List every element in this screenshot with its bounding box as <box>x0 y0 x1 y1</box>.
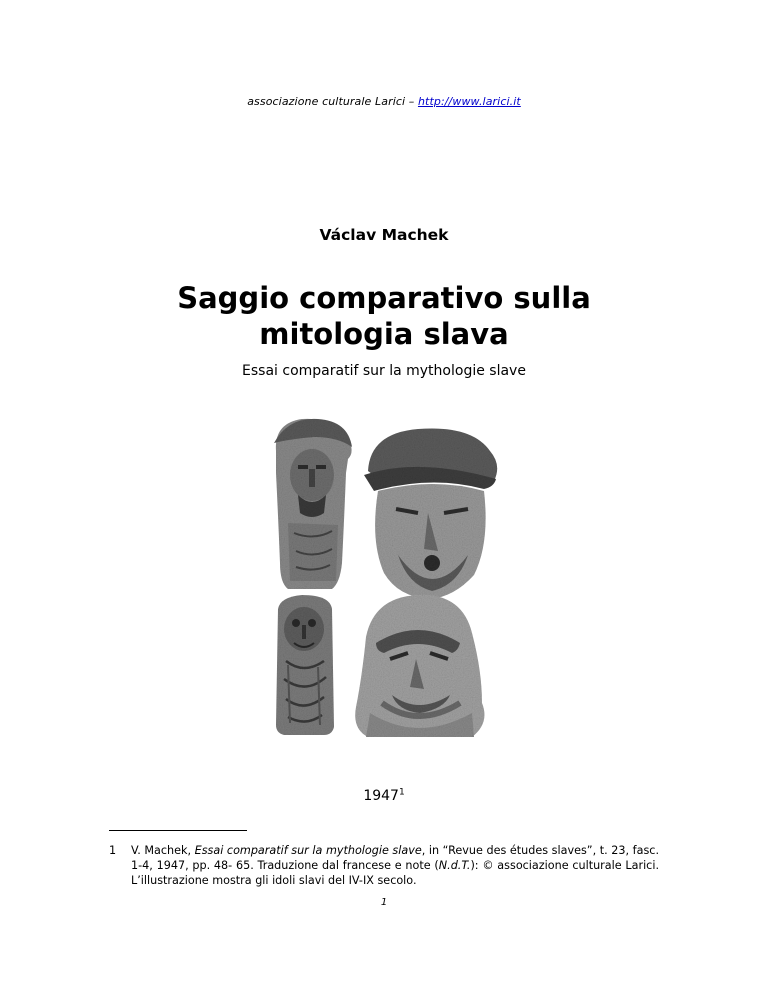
footnote-number: 1 <box>109 844 117 857</box>
idol-top-right <box>364 428 497 599</box>
author-name: Václav Machek <box>319 226 449 244</box>
document-subtitle: Essai comparatif sur la mythologie slave <box>242 363 526 379</box>
title-line-2: mitologia slava <box>259 317 509 351</box>
slavic-idols-illustration <box>258 413 510 739</box>
idol-top-left <box>274 419 352 589</box>
header-text: associazione culturale Larici – <box>247 95 418 108</box>
footnote-separator <box>109 830 247 831</box>
footnote-text-part: V. Machek, <box>131 844 195 857</box>
title-line-1: Saggio comparativo sulla <box>177 281 591 315</box>
header-link[interactable]: http://www.larici.it <box>417 95 521 108</box>
publication-year <box>0 788 768 804</box>
idol-bottom-left <box>276 595 334 735</box>
year-text: 1947 <box>363 788 399 804</box>
footnote-reference[interactable]: 1 <box>398 787 405 798</box>
idol-bottom-right <box>355 595 484 737</box>
footnote-text <box>131 843 659 888</box>
footnote <box>109 843 659 888</box>
footnote-text-part: ): © associazione culturale Larici. L’illustrazione mostra gli idoli slavi del IV-IX secolo. <box>131 859 660 887</box>
document-title <box>0 280 768 352</box>
footnote-ndt: N.d.T. <box>438 859 471 872</box>
footnote-text-part: , in “Revue des études slaves”, t. 23, fasc. 1-4, 1947, pp. 48- 65. Traduzione dal francese e note ( <box>131 844 660 872</box>
page-number: 1 <box>380 897 388 908</box>
page-header <box>0 95 768 108</box>
footnote-cited-title: Essai comparatif sur la mythologie slave <box>194 844 422 857</box>
